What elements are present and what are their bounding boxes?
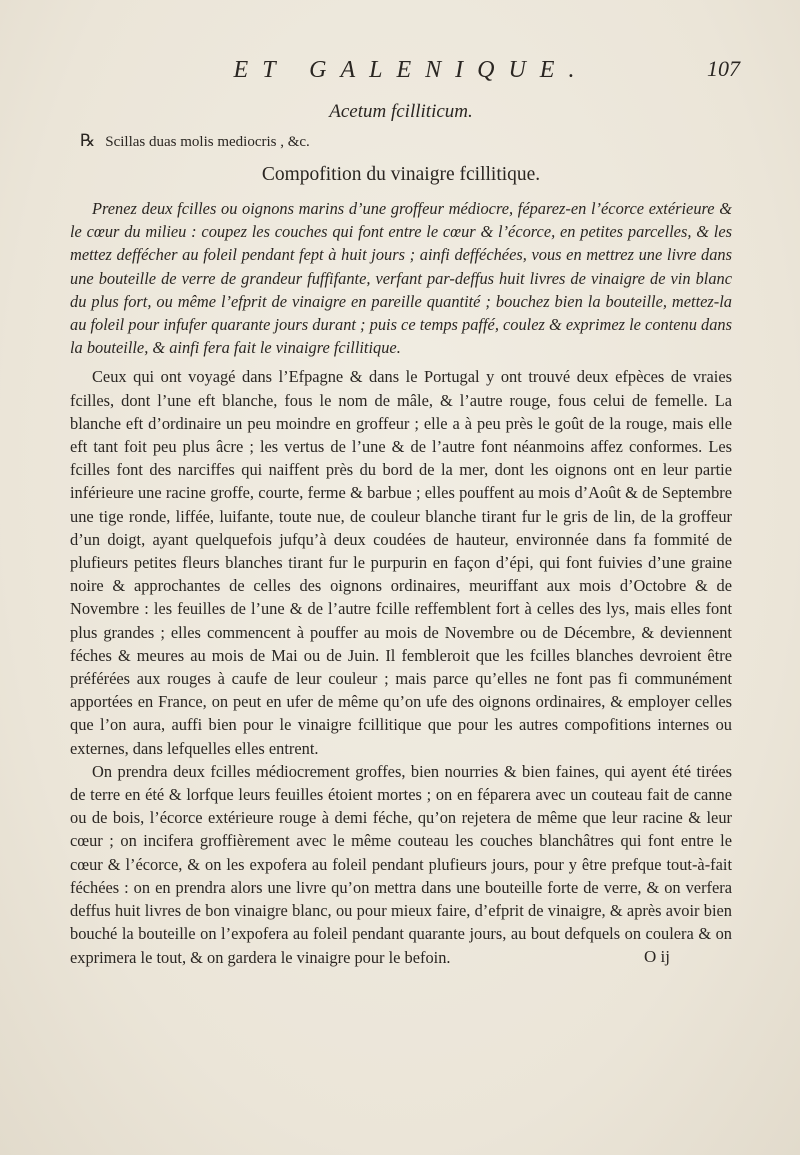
composition-heading: Compofition du vinaigre fcillitique. <box>261 164 541 185</box>
ingredient-text: Scillas duas molis mediocris , &c. <box>105 134 310 150</box>
body-paragraph-2: On prendra deux fcilles médiocrement groffes, bien nourries & bien faines, qui ayent été tirées de terre en été & lorfque leurs feuilles étoient mortes ; on en féparera avec un couteau fait de canne ou de bois, l’écorce extérieure rouge à demi féche, qu’on rejetera de même que leur racine & leur cœur ; on incifera groffièrement avec le même couteau les couches blanchâtres qui font entre le cœur & l’écorce, & on les expofera au foleil pendant plufieurs jours, pour y être prefque tout-à-fait féchées : on en prendra alors une livre qu’on mettra dans une bouteille forte de verre, & on verfera deffus huit livres de bon vinaigre blanc, ou pour mieux faire, d’efprit de vinaigre, & après avoir bien bouché la bouteille on l’expofera au foleil pendant quarante jours, au bout defquels on coulera & on exprimera le tout, & on gardera le vinaigre pour le befoin. <box>70 761 732 967</box>
page-number: 107 <box>707 56 740 81</box>
recipe-title: Acetum fcilliticum. <box>329 101 473 122</box>
recipe-symbol-icon: ℞ <box>80 131 96 150</box>
running-head <box>70 52 740 88</box>
directions-paragraph: Prenez deux fcilles ou oignons marins d’une groffeur médiocre, féparez-en l’écorce extérieure & le cœur du milieu : coupez les couches qui font entre le cœur & l’écorce, en petites parcelles, & les mettez deffécher au foleil pendant fept à huit jours ; ainfi defféchées, vous en mettrez une livre dans une bouteille de verre de grandeur fuffifante, verfant par-deffus huit livres de vinaigre de vin blanc du plus fort, ou même l’efprit de vinaigre en pareille quantité ; bouchez bien la bouteille, mettez-la au foleil pour infufer quarante jours durant ; puis ce temps paffé, coulez & exprimez le contenu dans la bouteille, & ainfi fera fait le vinaigre fcillitique. <box>70 199 732 358</box>
ingredient-line <box>70 130 732 153</box>
page-footer <box>70 946 732 993</box>
running-title: ET GALENIQUE. <box>233 57 589 83</box>
signature-mark: O ij <box>644 946 670 966</box>
body-paragraph-1: Ceux qui ont voyagé dans l’Efpagne & dans le Portugal y ont trouvé deux efpèces de vraies fcilles, dont l’une eft blanche, fous le nom de mâle, & l’autre rouge, fous celui de femelle. La blanche eft d’ordinaire un peu moindre en groffeur ; elle a à peu près le goût de la rouge, mais elle eft tant foit peu plus âcre ; les vertus de l’une & de l’autre font néanmoins affez conformes. Les fcilles font des narciffes qui naiffent près du bord de la mer, dont les oignons ont en leur partie inférieure une racine groffe, courte, ferme & barbue ; elles pouffent au mois d’Août & de Septembre une tige ronde, liffée, luifante, toute nue, de couleur blanche tirant fur le gris de lin, de la groffeur d’un doigt, ayant quelquefois jufqu’à deux coudées de hauteur, environnée dans fa fommité de plufieurs petites fleurs blanches tirant fur le purpurin en façon d’épi, qui font fuivies d’une graine noire & approchantes de celles des oignons ordinaires, meuriffant aux mois d’Octobre & de Novembre : les feuilles de l’une & de l’autre fcille reffemblent fort à celles des lys, mais elles font plus grandes ; elles commencent à pouffer au mois de Novembre ou de Décembre, & deviennent féches & meures au mois de Mai ou de Juin. Il fembleroit que les fcilles blanches devroient être préférées aux rouges à caufe de leur couleur ; mais parce qu’elles ne font pas fi communément apportées en France, on peut en ufer de même qu’on ufe des oignons ordinaires, & employer celles que l’on aura, auffi bien pour le vinaigre fcillitique que pour les autres compofitions internes ou externes, dans lefquelles elles entrent. <box>70 367 732 758</box>
